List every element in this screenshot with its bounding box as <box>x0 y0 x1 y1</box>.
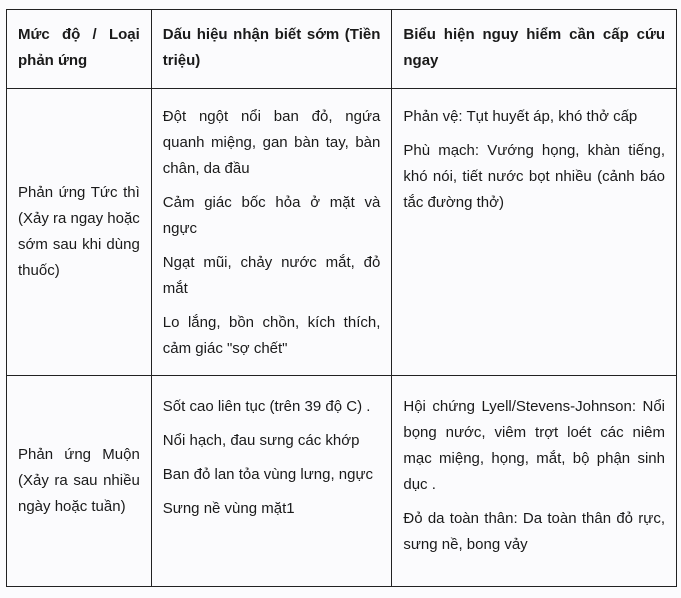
sign-item: Ban đỏ lan tỏa vùng lưng, ngực <box>162 466 374 483</box>
cell-early-signs <box>151 89 392 376</box>
table-header-row <box>7 10 677 89</box>
sign-item: Sốt cao liên tục (trên 39 độ C) . <box>162 398 371 415</box>
drug-reaction-table <box>6 9 677 587</box>
danger-item: Phù mạch: Vướng họng, khàn tiếng, khó nói, tiết nước bọt nhiều (cảnh báo tắc đường thở) <box>403 142 665 211</box>
cell-danger-signs <box>392 376 677 587</box>
table-row <box>7 376 677 587</box>
sign-item: Nổi hạch, đau sưng các khớp <box>162 432 360 449</box>
header-danger-signs: Biểu hiện nguy hiểm cần cấp cứu ngay <box>392 10 677 89</box>
cell-level: Phản ứng Tức thì (Xảy ra ngay hoặc sớm sau khi dùng thuốc) <box>7 89 152 376</box>
cell-level: Phản ứng Muộn (Xảy ra sau nhiều ngày hoặc tuần) <box>7 376 152 587</box>
table-row <box>7 89 677 376</box>
sign-item: Lo lắng, bồn chồn, kích thích, cảm giác "sợ chết" <box>162 314 381 357</box>
cell-danger-signs <box>392 89 677 376</box>
sign-item: Cảm giác bốc hỏa ở mặt và ngực <box>162 194 381 237</box>
header-early-signs: Dấu hiệu nhận biết sớm (Tiền triệu) <box>151 10 392 89</box>
danger-item: Đỏ da toàn thân: Da toàn thân đỏ rực, sưng nề, bong vảy <box>403 510 665 553</box>
sign-item: Ngạt mũi, chảy nước mắt, đỏ mắt <box>162 254 381 297</box>
sign-item: Sưng nề vùng mặt1 <box>162 500 295 517</box>
header-level: Mức độ / Loại phản ứng <box>7 10 152 89</box>
danger-item: Hội chứng Lyell/Stevens-Johnson: Nổi bọng nước, viêm trợt loét các niêm mạc miệng, họng, mắt, bộ phận sinh dục . <box>403 398 665 493</box>
danger-item: Phản vệ: Tụt huyết áp, khó thở cấp <box>403 108 638 125</box>
cell-early-signs <box>151 376 392 587</box>
sign-item: Đột ngột nổi ban đỏ, ngứa quanh miệng, gan bàn tay, bàn chân, da đầu <box>162 108 381 177</box>
